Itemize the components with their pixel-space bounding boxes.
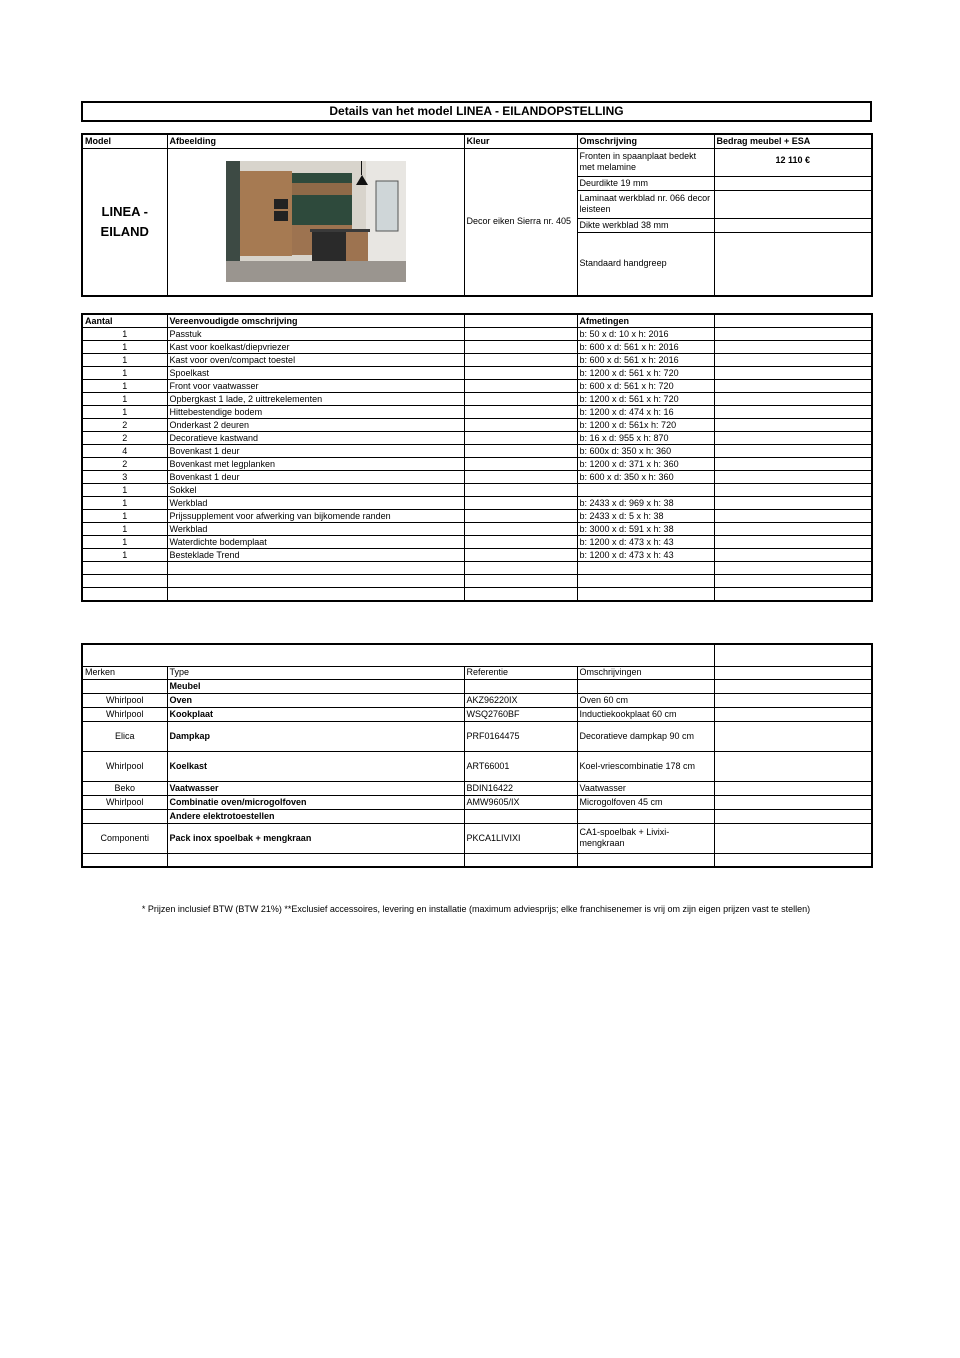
reference: BDIN16422	[464, 781, 577, 795]
table-row	[82, 751, 872, 781]
header-aantal: Aantal	[82, 314, 167, 328]
header-referentie: Referentie	[464, 666, 577, 679]
kitchen-image	[226, 161, 406, 282]
table-row	[82, 679, 872, 693]
table-row	[82, 809, 872, 823]
reference	[464, 679, 577, 693]
brand-name	[82, 853, 167, 867]
table-row	[82, 419, 872, 432]
kitchen-image-cell	[167, 148, 464, 296]
description-3: Laminaat werkblad nr. 066 decor leisteen	[577, 190, 714, 218]
item-dimensions: b: 1200 x d: 474 x h: 16	[577, 406, 714, 419]
table-row	[82, 510, 872, 523]
reference: AKZ96220IX	[464, 693, 577, 707]
brands-table	[81, 643, 873, 868]
item-qty: 1	[82, 341, 167, 354]
appliance-description: Inductiekookplaat 60 cm	[577, 707, 714, 721]
item-dimensions: b: 1200 x d: 473 x h: 43	[577, 536, 714, 549]
item-description	[167, 575, 464, 588]
appliance-description	[577, 809, 714, 823]
table-row	[82, 445, 872, 458]
item-qty	[82, 588, 167, 602]
item-description: Kast voor oven/compact toestel	[167, 354, 464, 367]
item-description: Onderkast 2 deuren	[167, 419, 464, 432]
description-1: Fronten in spaanplaat bedekt met melamine	[577, 148, 714, 176]
item-dimensions: b: 16 x d: 955 x h: 870	[577, 432, 714, 445]
table-row	[82, 721, 872, 751]
item-dimensions: b: 600 x d: 561 x h: 720	[577, 380, 714, 393]
appliance-description: Vaatwasser	[577, 781, 714, 795]
header-omschrijvingen: Omschrijvingen	[577, 666, 714, 679]
appliance-description	[577, 679, 714, 693]
item-description	[167, 562, 464, 575]
item-dimensions: b: 600x d: 350 x h: 360	[577, 445, 714, 458]
item-description: Hittebestendige bodem	[167, 406, 464, 419]
item-qty	[82, 562, 167, 575]
item-qty: 2	[82, 432, 167, 445]
table-row	[82, 458, 872, 471]
table-row	[82, 380, 872, 393]
description-5: Standaard handgreep	[577, 232, 714, 296]
item-description: Spoelkast	[167, 367, 464, 380]
table-row	[82, 484, 872, 497]
table-row	[82, 406, 872, 419]
reference	[464, 809, 577, 823]
item-dimensions: b: 1200 x d: 561 x h: 720	[577, 367, 714, 380]
item-dimensions	[577, 588, 714, 602]
brand-name: Whirlpool	[82, 693, 167, 707]
table-row	[82, 853, 872, 867]
table-row	[82, 588, 872, 602]
table-row	[82, 328, 872, 341]
table-row	[82, 549, 872, 562]
reference: ART66001	[464, 751, 577, 781]
item-qty: 1	[82, 497, 167, 510]
item-dimensions	[577, 484, 714, 497]
table-row	[82, 523, 872, 536]
item-description: Prijssupplement voor afwerking van bijkomende randen	[167, 510, 464, 523]
item-qty: 1	[82, 484, 167, 497]
appliance-type: Vaatwasser	[167, 781, 464, 795]
brand-name	[82, 809, 167, 823]
item-qty: 3	[82, 471, 167, 484]
table-row	[82, 781, 872, 795]
appliance-type: Combinatie oven/microgolfoven	[167, 795, 464, 809]
appliance-type: Andere elektrotoestellen	[167, 809, 464, 823]
item-qty: 1	[82, 354, 167, 367]
appliance-description: Oven 60 cm	[577, 693, 714, 707]
item-qty: 2	[82, 458, 167, 471]
item-description: Bovenkast met legplanken	[167, 458, 464, 471]
reference: AMW9605/IX	[464, 795, 577, 809]
item-dimensions: b: 600 x d: 561 x h: 2016	[577, 341, 714, 354]
page-title: Details van het model LINEA - EILANDOPSTELLING	[81, 101, 872, 122]
item-description: Front voor vaatwasser	[167, 380, 464, 393]
appliance-description: Koel-vriescombinatie 178 cm	[577, 751, 714, 781]
item-dimensions: b: 2433 x d: 969 x h: 38	[577, 497, 714, 510]
item-description: Waterdichte bodemplaat	[167, 536, 464, 549]
appliance-description	[577, 853, 714, 867]
item-qty: 1	[82, 367, 167, 380]
table-row	[82, 575, 872, 588]
item-description: Opbergkast 1 lade, 2 uittrekelementen	[167, 393, 464, 406]
item-dimensions: b: 3000 x d: 591 x h: 38	[577, 523, 714, 536]
appliance-type: Kookplaat	[167, 707, 464, 721]
header-omschrijving: Omschrijving	[577, 134, 714, 148]
reference	[464, 853, 577, 867]
item-dimensions	[577, 575, 714, 588]
brand-name	[82, 679, 167, 693]
appliance-description: Decoratieve dampkap 90 cm	[577, 721, 714, 751]
item-description: Werkblad	[167, 497, 464, 510]
header-bedrag: Bedrag meubel + ESA	[714, 134, 872, 148]
table-row	[82, 562, 872, 575]
description-2: Deurdikte 19 mm	[577, 176, 714, 190]
header-omschrijving: Vereenvoudigde omschrijving	[167, 314, 464, 328]
item-description: Kast voor koelkast/diepvriezer	[167, 341, 464, 354]
table-row	[82, 823, 872, 853]
item-dimensions: b: 1200 x d: 561x h: 720	[577, 419, 714, 432]
appliance-type: Dampkap	[167, 721, 464, 751]
model-name: LINEA - EILAND	[82, 148, 167, 296]
table-row	[82, 536, 872, 549]
item-qty: 1	[82, 549, 167, 562]
header-merken: Merken	[82, 666, 167, 679]
brand-name: Componenti	[82, 823, 167, 853]
reference: PKCA1LIVIXI	[464, 823, 577, 853]
item-dimensions: b: 1200 x d: 561 x h: 720	[577, 393, 714, 406]
item-description: Bovenkast 1 deur	[167, 471, 464, 484]
item-dimensions: b: 600 x d: 350 x h: 360	[577, 471, 714, 484]
item-dimensions: b: 1200 x d: 473 x h: 43	[577, 549, 714, 562]
item-qty: 1	[82, 380, 167, 393]
brand-name: Beko	[82, 781, 167, 795]
header-model: Model	[82, 134, 167, 148]
table-row	[82, 432, 872, 445]
table-row	[82, 367, 872, 380]
appliance-type: Oven	[167, 693, 464, 707]
item-qty: 1	[82, 523, 167, 536]
table-row	[82, 341, 872, 354]
item-description: Bovenkast 1 deur	[167, 445, 464, 458]
table-row	[82, 354, 872, 367]
header-kleur: Kleur	[464, 134, 577, 148]
brand-name: Whirlpool	[82, 751, 167, 781]
description-4: Dikte werkblad 38 mm	[577, 218, 714, 232]
item-description: Passtuk	[167, 328, 464, 341]
item-dimensions: b: 2433 x d: 5 x h: 38	[577, 510, 714, 523]
kleur-value: Decor eiken Sierra nr. 405	[464, 148, 577, 296]
reference: WSQ2760BF	[464, 707, 577, 721]
table-row	[82, 393, 872, 406]
table-row	[82, 471, 872, 484]
brand-name: Whirlpool	[82, 795, 167, 809]
item-dimensions: b: 1200 x d: 371 x h: 360	[577, 458, 714, 471]
item-qty: 4	[82, 445, 167, 458]
item-description: Werkblad	[167, 523, 464, 536]
brand-name: Whirlpool	[82, 707, 167, 721]
table-row	[82, 707, 872, 721]
item-qty: 1	[82, 406, 167, 419]
item-dimensions: b: 600 x d: 561 x h: 2016	[577, 354, 714, 367]
item-description	[167, 588, 464, 602]
item-qty: 1	[82, 510, 167, 523]
header-type: Type	[167, 666, 464, 679]
item-qty: 1	[82, 393, 167, 406]
appliance-type: Koelkast	[167, 751, 464, 781]
model-table	[81, 133, 873, 297]
appliance-description: Microgolfoven 45 cm	[577, 795, 714, 809]
item-dimensions: b: 50 x d: 10 x h: 2016	[577, 328, 714, 341]
item-qty: 2	[82, 419, 167, 432]
table-row	[82, 497, 872, 510]
reference: PRF0164475	[464, 721, 577, 751]
table-row	[82, 795, 872, 809]
footnote: * Prijzen inclusief BTW (BTW 21%) **Exclusief accessoires, levering en installatie (maximum adviesprijs; elke franchisenemer is vrij om zijn eigen prijzen vast te stellen)	[141, 904, 811, 914]
item-dimensions	[577, 562, 714, 575]
header-afmetingen: Afmetingen	[577, 314, 714, 328]
appliance-type: Meubel	[167, 679, 464, 693]
appliance-description: CA1-spoelbak + Livixi-mengkraan	[577, 823, 714, 853]
header-afbeelding: Afbeelding	[167, 134, 464, 148]
brand-name: Elica	[82, 721, 167, 751]
item-description: Besteklade Trend	[167, 549, 464, 562]
appliance-type: Pack inox spoelbak + mengkraan	[167, 823, 464, 853]
items-table	[81, 313, 873, 602]
item-description: Decoratieve kastwand	[167, 432, 464, 445]
table-row	[82, 693, 872, 707]
item-qty	[82, 575, 167, 588]
item-qty: 1	[82, 328, 167, 341]
item-qty: 1	[82, 536, 167, 549]
appliance-type	[167, 853, 464, 867]
price: 12 110 €	[714, 148, 872, 176]
item-description: Sokkel	[167, 484, 464, 497]
